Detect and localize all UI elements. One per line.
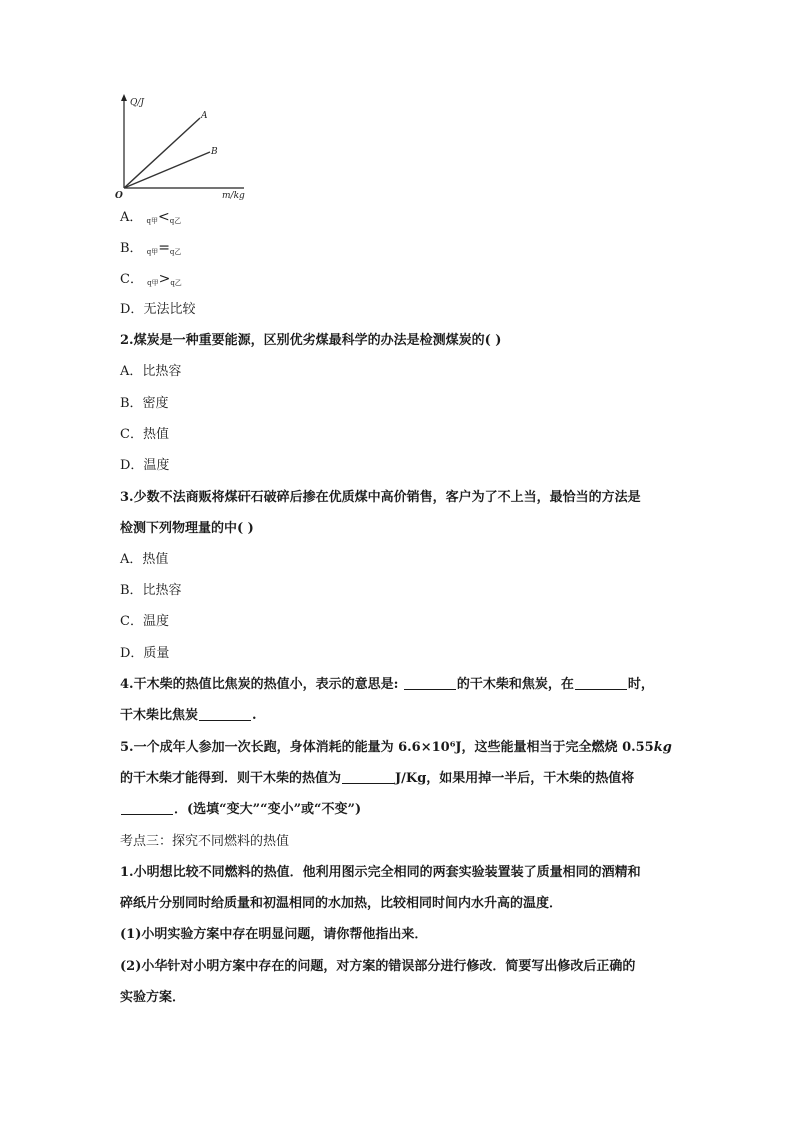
s3-q1-sub1: (1)小明实验方案中存在明显问题，请你帮他指出来． [120, 927, 428, 942]
y-axis-label: Q/J [130, 98, 145, 108]
y-axis-arrow [121, 94, 127, 101]
x-axis-label: m/kg [222, 191, 245, 201]
q3-option-d: D．质量 [120, 646, 170, 661]
q1-option-a: A． $_{q甲}<_{q乙}$ [120, 209, 182, 225]
q4-line2: 干木柴比焦炭 . [120, 708, 257, 723]
q5-line2: 的干木柴才能得到．则干木柴的热值为 J/Kg，如果用掉一半后，干木柴的热值将 [120, 771, 635, 786]
origin-label: O [115, 191, 123, 201]
q2-option-d: D．温度 [120, 458, 170, 473]
s3-q1-line1: 1.小明想比较不同燃料的热值．他利用图示完全相同的两套实验装置装了质量相同的酒精和 [120, 865, 641, 880]
section3-heading: 考点三：探究不同燃料的热值 [120, 834, 290, 849]
q2-stem: 2.煤炭是一种重要能源，区别优劣煤最科学的办法是检测煤炭的( ) [120, 333, 502, 348]
q4-blank-2[interactable] [575, 677, 627, 690]
q1-option-c: C． $_{q甲}>_{q乙}$ [120, 271, 182, 287]
q3-option-b: B．比热容 [120, 583, 182, 598]
q-m-graph [112, 92, 252, 202]
s3-q1-sub2-line2: 实验方案． [120, 990, 186, 1005]
q3-option-a: A．热值 [120, 552, 169, 567]
q3-stem-line1: 3.少数不法商贩将煤矸石破碎后掺在优质煤中高价销售，客户为了不上当，最恰当的方法是 [120, 490, 641, 505]
q3-option-c: C．温度 [120, 614, 169, 629]
line-b [124, 152, 210, 188]
s3-q1-sub2-line1: (2)小华针对小明方案中存在的问题，对方案的错误部分进行修改．简要写出修改后正确的 [120, 959, 636, 974]
q3-stem-line2: 检测下列物理量的中( ) [120, 521, 254, 536]
q2-option-c: C．热值 [120, 427, 169, 442]
q2-option-b: B．密度 [120, 396, 169, 411]
line-a-label: A [201, 111, 208, 121]
s3-q1-line2: 碎纸片分别同时给质量和初温相同的水加热，比较相同时间内水升高的温度． [120, 896, 563, 911]
q5-line3: ．(选填“变大”“变小”或“不变”) [120, 801, 361, 819]
q1-option-b: B． $_{q甲}=_{q乙}$ [120, 240, 182, 256]
q5-blank-2[interactable] [121, 802, 173, 815]
q5-blank-1[interactable] [342, 771, 394, 784]
q4-line1: 4.干木柴的热值比焦炭的热值小，表示的意思是: 的干木柴和焦炭，在 时， [120, 677, 654, 692]
q2-option-a: A．比热容 [120, 364, 182, 379]
q1-option-d: D．无法比较 [120, 302, 196, 317]
q4-blank-3[interactable] [199, 708, 251, 721]
q4-blank-1[interactable] [404, 677, 456, 690]
line-b-label: B [211, 147, 218, 157]
q5-line1: 5.一个成年人参加一次长跑，身体消耗的能量为 6.6×10⁶J，这些能量相当于完全燃烧 0.55kg [120, 740, 672, 755]
line-a [124, 118, 200, 188]
